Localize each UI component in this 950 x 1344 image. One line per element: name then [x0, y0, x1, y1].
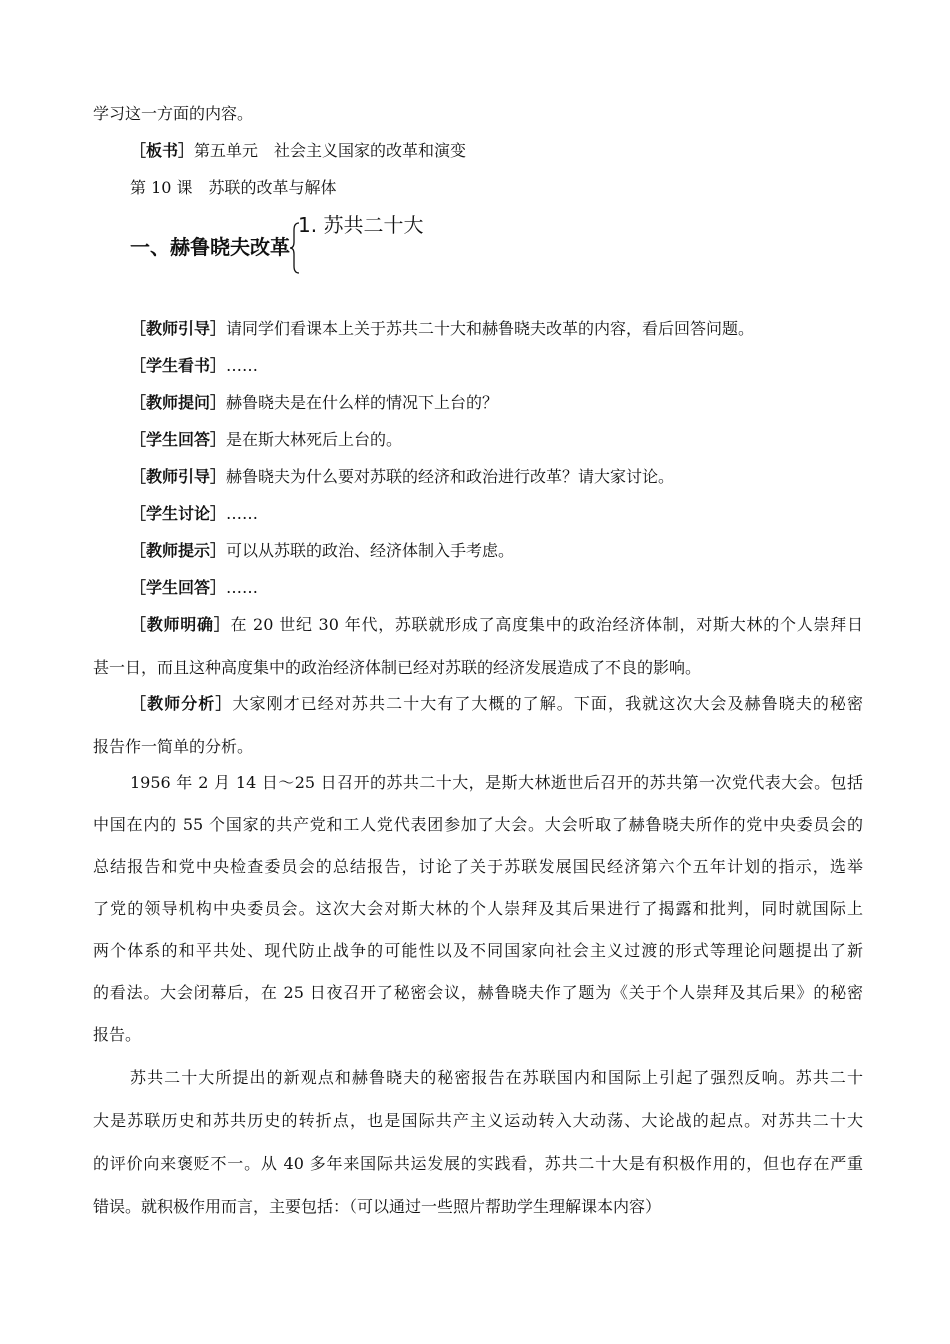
analysis-tag: ［教师分析］	[130, 694, 233, 713]
analysis-line-1	[130, 693, 863, 715]
analysis-line-2: 报告作一简单的分析。	[93, 737, 254, 756]
intro-text: 学习这一方面的内容。	[93, 104, 254, 123]
dialogue-text: 赫鲁晓夫是在什么样的情况下上台的？	[226, 393, 499, 412]
board-lesson: 第 10 课 苏联的改革与解体	[130, 178, 337, 197]
dialogue-tag: ［教师提示］	[130, 541, 227, 560]
clarify-text: 在 20 世纪 30 年代，苏联就形成了高度集中的政治经济体制，对斯大林的个人崇拜日	[230, 615, 863, 634]
dialogue-line	[130, 577, 863, 599]
dialogue-tag: ［学生回答］	[130, 430, 227, 449]
dialogue-line	[130, 355, 863, 377]
paragraph-line: 苏共二十大所提出的新观点和赫鲁晓夫的秘密报告在苏联国内和国际上引起了强烈反响。苏共二十	[130, 1068, 863, 1087]
paragraph-line: 总结报告和党中央检查委员会的总结报告，讨论了关于苏联发展国民经济第六个五年计划的指示，选举	[93, 857, 863, 876]
board-tag: ［板书］	[130, 141, 195, 160]
paragraph-line: 的评价向来褒贬不一。从 40 多年来国际共运发展的实践看，苏共二十大是有积极作用的，但也存在严重	[93, 1154, 863, 1173]
board-unit-line	[130, 140, 863, 162]
dialogue-text: ……	[226, 356, 259, 375]
paragraph-line: 错误。就积极作用而言，主要包括：（可以通过一些照片帮助学生理解课本内容）	[93, 1197, 662, 1216]
paragraph-line: 报告。	[93, 1025, 142, 1044]
clarify-line-1	[130, 614, 863, 636]
paragraph-line: 1956 年 2 月 14 日～25 日召开的苏共二十大，是斯大林逝世后召开的苏共第一次党代表大会。包括	[130, 773, 863, 792]
dialogue-tag: ［学生回答］	[130, 578, 227, 597]
dialogue-tag: ［教师提问］	[130, 393, 227, 412]
paragraph-line: 了党的领导机构中央委员会。这次大会对斯大林的个人崇拜及其后果进行了揭露和批判，同时就国际上	[93, 899, 863, 918]
dialogue-tag: ［学生讨论］	[130, 504, 227, 523]
dialogue-tag: ［教师引导］	[130, 467, 227, 486]
dialogue-text: 是在斯大林死后上台的。	[226, 430, 403, 449]
dialogue-text: 可以从苏联的政治、经济体制入手考虑。	[226, 541, 515, 560]
board-unit: 第五单元 社会主义国家的改革和演变	[194, 141, 467, 160]
paragraph-line: 的看法。大会闭幕后，在 25 日夜召开了秘密会议，赫鲁晓夫作了题为《关于个人崇拜及其后果》的秘密	[93, 983, 863, 1002]
dialogue-text: ……	[226, 504, 259, 523]
dialogue-line	[130, 466, 863, 488]
paragraph-line: 两个体系的和平共处、现代防止战争的可能性以及不同国家向社会主义过渡的形式等理论问题提出了新	[93, 941, 863, 960]
dialogue-line	[130, 503, 863, 525]
clarify-tag: ［教师明确］	[130, 615, 231, 634]
dialogue-tag: ［教师引导］	[130, 319, 227, 338]
dialogue-line	[130, 540, 863, 562]
clarify-line-2: 甚一日，而且这种高度集中的政治经济体制已经对苏联的经济发展造成了不良的影响。	[93, 658, 702, 677]
dialogue-line	[130, 318, 863, 340]
dialogue-text: 赫鲁晓夫为什么要对苏联的经济和政治进行改革？请大家讨论。	[226, 467, 675, 486]
dialogue-tag: ［学生看书］	[130, 356, 227, 375]
dialogue-line	[130, 429, 863, 451]
analysis-text: 大家刚才已经对苏共二十大有了大概的了解。下面，我就这次大会及赫鲁晓夫的秘密	[232, 694, 863, 713]
dialogue-text: 请同学们看课本上关于苏共二十大和赫鲁晓夫改革的内容，看后回答问题。	[226, 319, 755, 338]
dialogue-line	[130, 392, 863, 414]
board-heading: 一、赫鲁晓夫改革	[130, 235, 290, 259]
board-item-1: 1. 苏共二十大	[298, 213, 424, 237]
paragraph-line: 中国在内的 55 个国家的共产党和工人党代表团参加了大会。大会听取了赫鲁晓夫所作的党中央委员会的	[93, 815, 863, 834]
paragraph-line: 大是苏联历史和苏共历史的转折点，也是国际共产主义运动转入大动荡、大论战的起点。对苏共二十大	[93, 1111, 863, 1130]
dialogue-text: ……	[226, 578, 259, 597]
